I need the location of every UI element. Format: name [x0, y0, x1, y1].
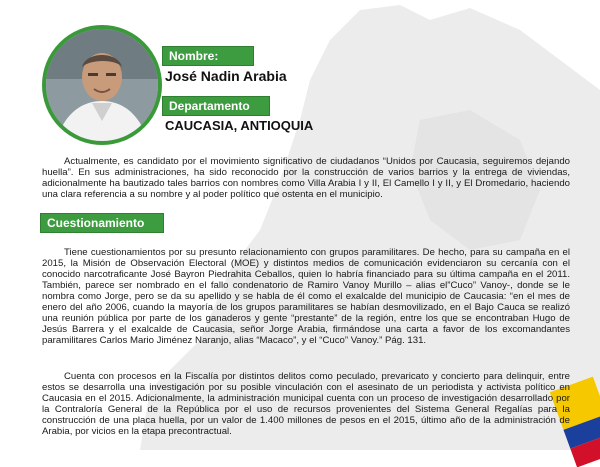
department-label: Departamento [162, 96, 270, 116]
department-value: CAUCASIA, ANTIOQUIA [165, 118, 314, 133]
legal-processes-paragraph: Cuenta con procesos en la Fiscalía por distintos delitos como peculado, prevaricato y concierto para delinquir, entre estos se desarrolla una investigación por su posible vinculación con el asesinato de un periodista y activista político en Caucasia en el 2015. Adicionalmente, la administración municipal cuenta con un proceso de investigación desarrollado por la Contraloría General de la República por el uso de recursos provenientes del Sistema General Regalías para la construcción de una placa huella, por un valor de 1.400 millones de pesos en el 2015, último año de la administración de Arabia, por vicios en la etapa precontractual. [42, 370, 570, 437]
name-label: Nombre: [162, 46, 254, 66]
portrait-icon [46, 29, 158, 141]
intro-paragraph: Actualmente, es candidato por el movimiento significativo de ciudadanos “Unidos por Caucasia, seguiremos dejando huella”. En sus administraciones, ha sido reconocido por la construcción de varios barrios y la entrega de viviendas, adicionalmente ha bautizado tales barrios con nombres como Villa Arabia I y II, El Camello I y II, y El Dromedario, haciendo una clara referencia a su nombre y al poder político que ostenta en el municipio. [42, 155, 570, 200]
person-name: José Nadin Arabia [165, 68, 287, 84]
paramilitary-paragraph: Tiene cuestionamientos por su presunto relacionamiento con grupos paramilitares. De hecho, para su campaña en el 2015, la Misión de Observación Electoral (MOE) y distintos medios de comunicación evidenciaron su cercanía con el conocido narcotraficante José Bayron Piedrahita Ceballos, quien lo habría financiado para su última campaña en el 2011. También, parece ser nombrado en el fallo condenatorio de Ramiro Vanoy Murillo – alias el”Cuco” Vanoy-, donde se le nombra como Jorge, pero se da su apellido y se habla de él como el exalcalde del municipio de Caucasia: “en el mes de enero del año 2006, cuando la mayoría de los grupos paramilitares se habían desmovilizado, en el Bajo Cauca se realizó una reunión pública por parte de los ganaderos y gente “prestante” de la región, entre los que se encontraban Hugo de Jesús Barrera y el exalcalde de Caucasia, señor Jorge Arabia, firmándose una carta a favor de los excomandantes paramilitares Carlos Mario Jiménez Naranjo, alias “Macaco”, y el “Cuco” Vanoy.” Pág. 131. [42, 246, 570, 346]
portrait-photo [42, 25, 162, 145]
section-title-cuestionamiento: Cuestionamiento [40, 213, 164, 233]
